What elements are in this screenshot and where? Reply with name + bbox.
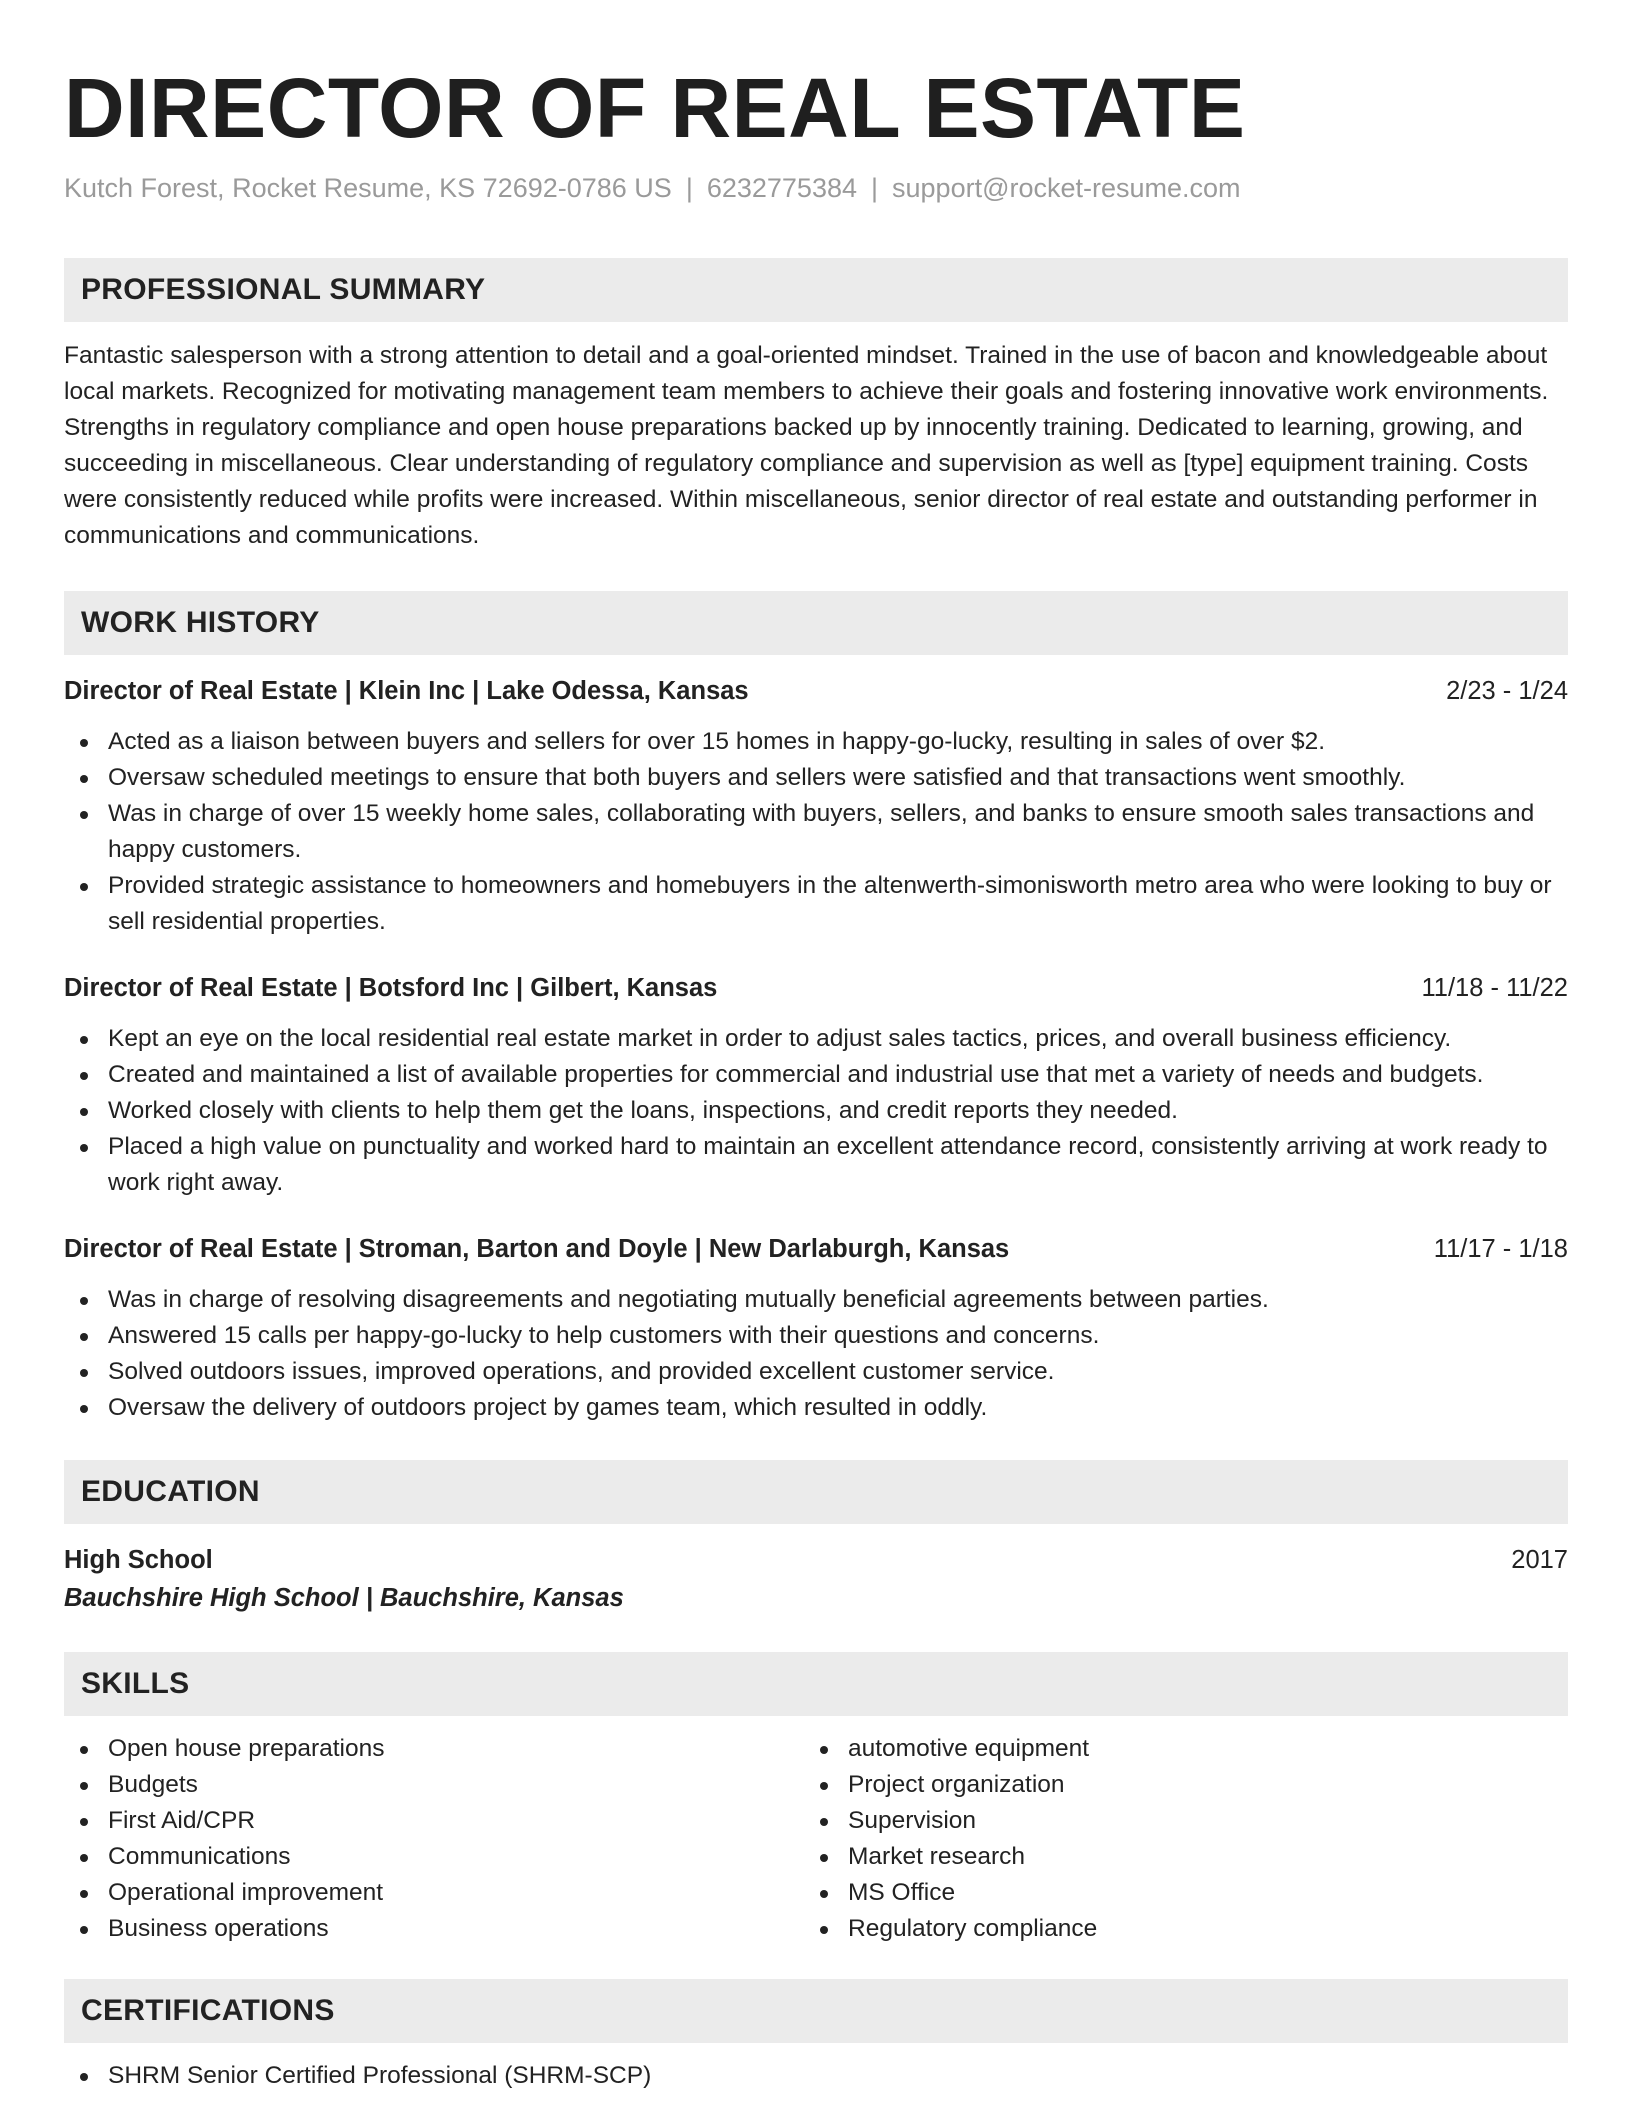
page-title: DIRECTOR OF REAL ESTATE xyxy=(64,61,1246,155)
email: support@rocket-resume.com xyxy=(892,173,1241,203)
job-title: Director of Real Estate | Botsford Inc | Gilbert, Kansas xyxy=(64,974,718,1002)
job-entry xyxy=(64,1231,1568,1426)
address: Kutch Forest, Rocket Resume, KS 72692-0786 US xyxy=(64,173,672,203)
skills-grid xyxy=(64,1731,1568,1947)
degree: High School xyxy=(64,1546,213,1574)
job-title: Director of Real Estate | Klein Inc | Lake Odessa, Kansas xyxy=(64,677,749,705)
list-item: Provided strategic assistance to homeowners and homebuyers in the altenwerth-simonisworth metro area who were looking to buy or sell residential properties. xyxy=(64,868,1568,940)
section-heading: WORK HISTORY xyxy=(64,591,1568,655)
job-bullets xyxy=(64,724,1568,940)
job-header xyxy=(64,673,1568,709)
job-header xyxy=(64,970,1568,1006)
job-entry xyxy=(64,673,1568,940)
separator: | xyxy=(871,173,879,203)
school-name: Bauchshire High School | Bauchshire, Kansas xyxy=(64,1584,624,1612)
job-bullets xyxy=(64,1021,1568,1201)
skills-column-left xyxy=(64,1731,804,1947)
list-item: Supervision xyxy=(804,1803,1097,1839)
list-item: Worked closely with clients to help them get the loans, inspections, and credit reports they needed. xyxy=(64,1093,1568,1129)
list-item: Business operations xyxy=(64,1911,804,1947)
list-item: Solved outdoors issues, improved operations, and provided excellent customer service. xyxy=(64,1354,1568,1390)
list-item: MS Office xyxy=(804,1875,1097,1911)
summary-text: Fantastic salesperson with a strong attention to detail and a goal-oriented mindset. Trained in the use of bacon and knowledgeable about local markets. Recognized for motivating management team members to achieve their goals and fostering innovative work environments. Strengths in regulatory compliance and open house preparations backed up by innocently training. Dedicated to learning, growing, and succeeding in miscellaneous. Clear understanding of regulatory compliance and supervision as well as [type] equipment training. Costs were consistently reduced while profits were increased. Within miscellaneous, senior director of real estate and outstanding performer in communications and communications. xyxy=(64,342,1549,549)
phone: 6232775384 xyxy=(706,173,857,203)
job-dates: 2/23 - 1/24 xyxy=(1446,677,1568,705)
skills-section xyxy=(64,1652,1568,1947)
section-heading: EDUCATION xyxy=(64,1460,1568,1524)
contact-line xyxy=(64,170,1568,206)
section-heading: PROFESSIONAL SUMMARY xyxy=(64,258,1568,322)
job-dates: 11/17 - 1/18 xyxy=(1433,1235,1568,1263)
list-item: Acted as a liaison between buyers and sellers for over 15 homes in happy-go-lucky, resulting in sales of over $2. xyxy=(64,724,1568,760)
education-header xyxy=(64,1542,1568,1578)
list-item: Communications xyxy=(64,1839,804,1875)
list-item: Created and maintained a list of available properties for commercial and industrial use that met a variety of needs and budgets. xyxy=(64,1057,1568,1093)
list-item: SHRM Senior Certified Professional (SHRM-SCP) xyxy=(64,2058,1568,2094)
list-item: Oversaw scheduled meetings to ensure that both buyers and sellers were satisfied and that transactions went smoothly. xyxy=(64,760,1568,796)
job-dates: 11/18 - 11/22 xyxy=(1421,974,1568,1002)
list-item: First Aid/CPR xyxy=(64,1803,804,1839)
list-item: automotive equipment xyxy=(804,1731,1097,1767)
job-title: Director of Real Estate | Stroman, Barton and Doyle | New Darlaburgh, Kansas xyxy=(64,1235,1010,1263)
education-year: 2017 xyxy=(1511,1546,1568,1574)
job-bullets xyxy=(64,1282,1568,1426)
list-item: Kept an eye on the local residential real estate market in order to adjust sales tactics, prices, and overall business efficiency. xyxy=(64,1021,1568,1057)
list-item: Was in charge of over 15 weekly home sales, collaborating with buyers, sellers, and banks to ensure smooth sales transactions and happy customers. xyxy=(64,796,1568,868)
job-header xyxy=(64,1231,1568,1267)
list-item: Open house preparations xyxy=(64,1731,804,1767)
section-heading: CERTIFICATIONS xyxy=(64,1979,1568,2043)
list-item: Regulatory compliance xyxy=(804,1911,1097,1947)
separator: | xyxy=(685,173,693,203)
summary-section xyxy=(64,258,1568,554)
list-item: Project organization xyxy=(804,1767,1097,1803)
section-heading: SKILLS xyxy=(64,1652,1568,1716)
education-entry xyxy=(64,1542,1568,1618)
work-history-section xyxy=(64,591,1568,1426)
list-item: Placed a high value on punctuality and worked hard to maintain an excellent attendance record, consistently arriving at work ready to work right away. xyxy=(64,1129,1568,1201)
certifications-section xyxy=(64,1979,1568,2094)
education-section xyxy=(64,1460,1568,1618)
skills-column-right xyxy=(804,1731,1097,1947)
list-item: Market research xyxy=(804,1839,1097,1875)
list-item: Was in charge of resolving disagreements and negotiating mutually beneficial agreements between parties. xyxy=(64,1282,1568,1318)
list-item: Budgets xyxy=(64,1767,804,1803)
certifications-list xyxy=(64,2058,1568,2094)
list-item: Operational improvement xyxy=(64,1875,804,1911)
job-entry xyxy=(64,970,1568,1201)
list-item: Answered 15 calls per happy-go-lucky to help customers with their questions and concerns. xyxy=(64,1318,1568,1354)
list-item: Oversaw the delivery of outdoors project by games team, which resulted in oddly. xyxy=(64,1390,1568,1426)
